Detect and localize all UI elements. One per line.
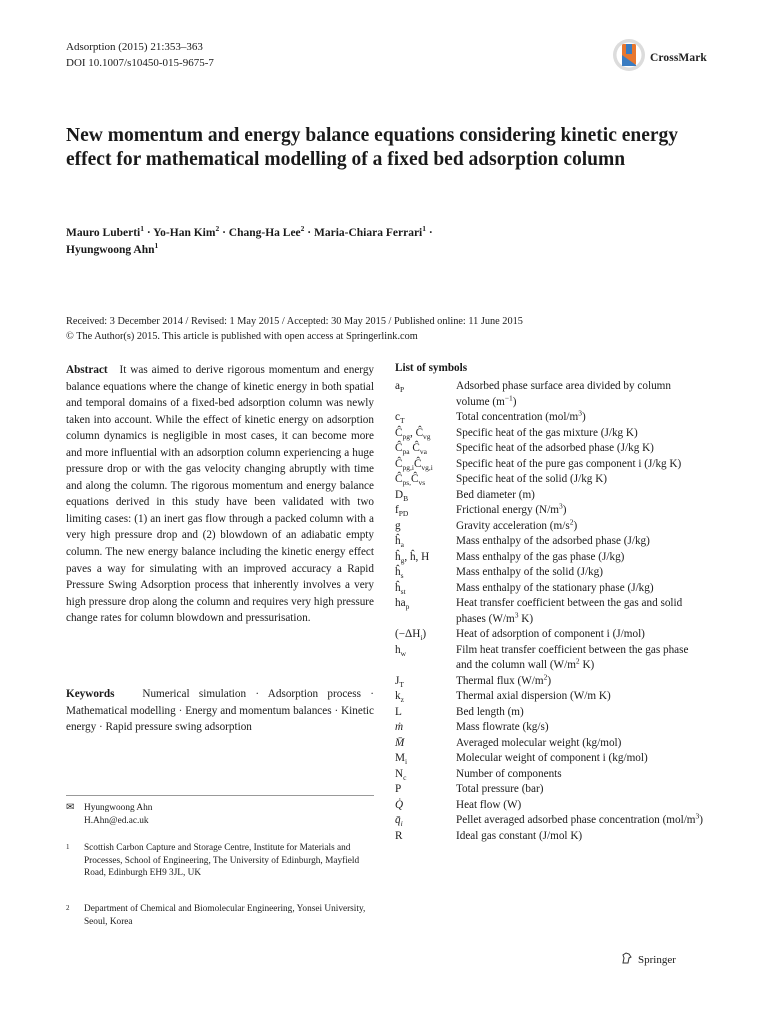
keywords-text: Numerical simulation · Adsorption process · Mathematical modelling · Energy and momentum balances · Kinetic energy · Rapid pressure swing adsorption	[66, 688, 374, 734]
keywords-block	[66, 686, 374, 736]
symbol-row	[395, 829, 705, 845]
symbol: $ĥ_{st}$	[395, 581, 406, 596]
publisher-name: Springer	[638, 953, 676, 966]
author-affiliation-mark: 1	[422, 224, 426, 234]
symbol-description: Total concentration $(mol/m^3)$	[456, 408, 586, 423]
doi[interactable]: DOI 10.1007/s10450-015-9675-7	[66, 57, 214, 69]
symbol-row	[395, 457, 705, 473]
corresponding-author	[66, 802, 374, 827]
symbol-row	[395, 550, 705, 566]
symbol-description: Heat flow (W)	[456, 798, 522, 811]
symbol-row	[395, 798, 705, 814]
symbol-row	[395, 379, 705, 410]
symbol-description: Ideal gas constant (J/mol K)	[456, 829, 583, 842]
symbol: $Ĉ_{pg,i}Ĉ_{vg,i}$	[395, 457, 433, 472]
symbol: $ĥ_g$, ĥ, H	[395, 550, 430, 565]
symbol-row	[395, 488, 705, 504]
symbol-row	[395, 643, 705, 674]
author-affiliation-mark: 1	[154, 241, 159, 251]
symbol-row	[395, 596, 705, 627]
symbol: M̄	[395, 736, 405, 749]
symbol-row	[395, 534, 705, 550]
author-name[interactable]: Mauro Luberti	[66, 227, 141, 239]
symbol: $N_c$	[395, 767, 407, 782]
copyright-line: © The Author(s) 2015. This article is published with open access at Springerlink.com	[66, 330, 418, 342]
symbol: P	[395, 783, 402, 795]
symbol: $Ĉ_{pa}$ $Ĉ_{va}$	[395, 442, 427, 457]
symbol-row	[395, 627, 705, 643]
symbol: g	[395, 519, 401, 532]
footnote-divider	[66, 795, 374, 796]
abstract-text: It was aimed to derive rigorous momentum and energy balance equations where the change of kinetic energy in both spatial and temporal domains of a fixed-bed adsorption column was newly taken into account. While the effect of kinetic energy on adsorption column dynamics is negligible in most cases, it can become more and more influential with an adsorption column experiencing a huge pressure drop or with the gas velocity changing abruptly with time and along the column. The rigorous momentum and energy balance equations derived in this study have been validated with two limiting cases: (1) an inert gas flow through a packed column with a very high pressure drop and (2) blowdown of an adiabatic empty column. The new energy balance including the kinetic energy effect paves a way for simulating with an improved accuracy a Rapid Pressure Swing Adsorption process that inherently involves a very high pressure drop along the column and requires very high pressure change rates for column blowdown and pressurisation.	[66, 364, 375, 625]
symbol-row	[395, 565, 705, 581]
author-name[interactable]: Yo-Han Kim	[153, 227, 216, 239]
springer-horse-icon	[620, 951, 634, 968]
symbol-row	[395, 813, 705, 829]
symbol-description: Mass enthalpy of the solid (J/kg)	[456, 566, 603, 578]
symbol: $J_T$	[395, 674, 404, 689]
symbol-row	[395, 441, 705, 457]
symbol-row	[395, 736, 705, 752]
author-affiliation-mark: 2	[300, 224, 305, 234]
symbol-description: Specific heat of the gas mixture (J/kg K)	[456, 426, 638, 439]
symbol-description: Film heat transfer coefficient between the gas phase and the column wall ($W/m^2$ K)	[456, 643, 689, 671]
crossmark-icon	[612, 38, 646, 77]
symbol-row	[395, 671, 705, 690]
publisher-footer	[620, 951, 676, 968]
journal-citation: Adsorption (2015) 21:353–363	[66, 41, 203, 53]
symbol: $ha_p$	[395, 597, 410, 612]
symbol: ṁ	[395, 721, 404, 733]
symbol-description: Thermal axial dispersion (W/m K)	[456, 690, 611, 702]
author-name[interactable]: Hyungwoong Ahn	[66, 244, 155, 256]
symbol-description: Adsorbed phase surface area divided by column volume $(m^{-1})$	[456, 380, 671, 408]
symbol-description: Bed diameter (m)	[456, 488, 535, 501]
symbol: $h_w$	[395, 643, 407, 658]
symbol-description: Specific heat of the pure gas component i (J/kg K)	[456, 457, 682, 470]
article-history	[66, 315, 716, 344]
symbol: L	[395, 705, 402, 718]
affiliation-text: Scottish Carbon Capture and Storage Centre, Institute for Materials and Processes, School of Engineering, The University of Edinburgh, Mayfield Road, Edinburgh EH9 3JL, UK	[84, 843, 360, 878]
symbols-heading: List of symbols	[395, 362, 468, 374]
symbol: $a_P$	[395, 380, 405, 395]
symbol-description: Averaged molecular weight (kg/mol)	[456, 736, 622, 749]
symbol-description: Molecular weight of component i (kg/mol)	[456, 752, 648, 764]
symbol: $f_{PD}$	[395, 504, 409, 519]
symbol-row	[395, 410, 705, 426]
symbol-description: Total pressure (bar)	[456, 783, 544, 795]
author-list: Mauro Luberti$^1$ · Yo-Han Kim$^2$ · Chang-Ha Lee$^2$ · Maria-Chiara Ferrari$^1$ · Hyungwoong Ahn$^1$	[66, 224, 433, 256]
symbol: $Ĉ_{ps,}Ĉ_{vs}$	[395, 473, 426, 488]
author-name[interactable]: Chang-Ha Lee	[228, 227, 301, 239]
symbol-row	[395, 426, 705, 442]
symbol-description: Mass enthalpy of the adsorbed phase (J/kg)	[456, 535, 650, 547]
affiliation-1	[66, 842, 374, 880]
crossmark-label: CrossMark	[650, 51, 707, 64]
symbol-description: Thermal flux $(W/m^2)$	[456, 671, 552, 687]
symbol-description: Pellet averaged adsorbed phase concentration $(mol/m^3)$	[456, 811, 703, 826]
symbol: $q̄_i$	[395, 814, 403, 829]
affiliation-2	[66, 903, 374, 928]
symbol-description: Mass flowrate (kg/s)	[456, 721, 549, 733]
symbol-description: Heat of adsorption of component i (J/mol)	[456, 628, 645, 640]
author-name[interactable]: Maria-Chiara Ferrari	[314, 227, 423, 239]
contact-email[interactable]: H.Ahn@ed.ac.uk	[84, 815, 149, 826]
symbol: $(-\Delta H_i)$	[395, 628, 427, 643]
symbol-description: Number of components	[456, 767, 562, 780]
contact-name: Hyungwoong Ahn	[84, 803, 153, 813]
affiliation-number: 2	[66, 904, 70, 912]
symbol-row	[395, 767, 705, 783]
abstract-block	[66, 362, 374, 627]
symbol-description: Bed length (m)	[456, 705, 524, 718]
symbol-row	[395, 751, 705, 767]
symbol-row	[395, 472, 705, 488]
author-affiliation-mark: 1	[140, 224, 144, 234]
symbol: $Ĉ_{pg}$, $Ĉ_{vg}$	[395, 426, 431, 441]
symbol: $ĥ_a$	[395, 535, 404, 550]
symbol-row	[395, 689, 705, 705]
author-affiliation-mark: 2	[215, 224, 220, 234]
symbol-description: Specific heat of the adsorbed phase (J/kg K)	[456, 442, 654, 454]
symbol-row	[395, 516, 705, 535]
symbol-description: Mass enthalpy of the gas phase (J/kg)	[456, 550, 625, 563]
abstract-heading: Abstract	[66, 364, 108, 376]
symbol: Q̇	[395, 798, 404, 811]
affiliation-number: 1	[66, 843, 70, 851]
symbol-description: Heat transfer coefficient between the gas and solid phases ($W/m^3$ K)	[456, 597, 683, 625]
symbol: $k_z$	[395, 690, 404, 705]
symbols-list	[395, 379, 705, 844]
symbol-description: Frictional energy $(N/m^3)$	[456, 501, 567, 516]
symbol-description: Mass enthalpy of the stationary phase (J/kg)	[456, 581, 654, 594]
symbol-row	[395, 581, 705, 597]
history-dates: Received: 3 December 2014 / Revised: 1 May 2015 / Accepted: 30 May 2015 / Published online: 11 June 2015	[66, 316, 523, 327]
affiliation-text: Department of Chemical and Biomolecular Engineering, Yonsei University, Seoul, Korea	[84, 904, 366, 927]
symbol-description: Specific heat of the solid (J/kg K)	[456, 473, 607, 485]
symbol-row	[395, 705, 705, 721]
symbol: R	[395, 829, 403, 842]
symbol: $c_T$	[395, 411, 405, 426]
keywords-heading: Keywords	[66, 688, 115, 700]
symbol-description: Gravity acceleration $(m/s^2)$	[456, 516, 578, 532]
envelope-icon: ✉	[66, 802, 75, 813]
symbol-row	[395, 503, 705, 519]
paper-title: New momentum and energy balance equations considering kinetic energy effect for mathematical modelling of a fixed bed adsorption column	[66, 125, 679, 170]
symbol-row	[395, 720, 705, 736]
symbol: $D_B$	[395, 488, 409, 503]
symbol: $ĥ_s$	[395, 566, 404, 581]
symbol: $M_i$	[395, 752, 408, 767]
crossmark-badge[interactable]	[612, 38, 707, 77]
symbol-row	[395, 782, 705, 798]
